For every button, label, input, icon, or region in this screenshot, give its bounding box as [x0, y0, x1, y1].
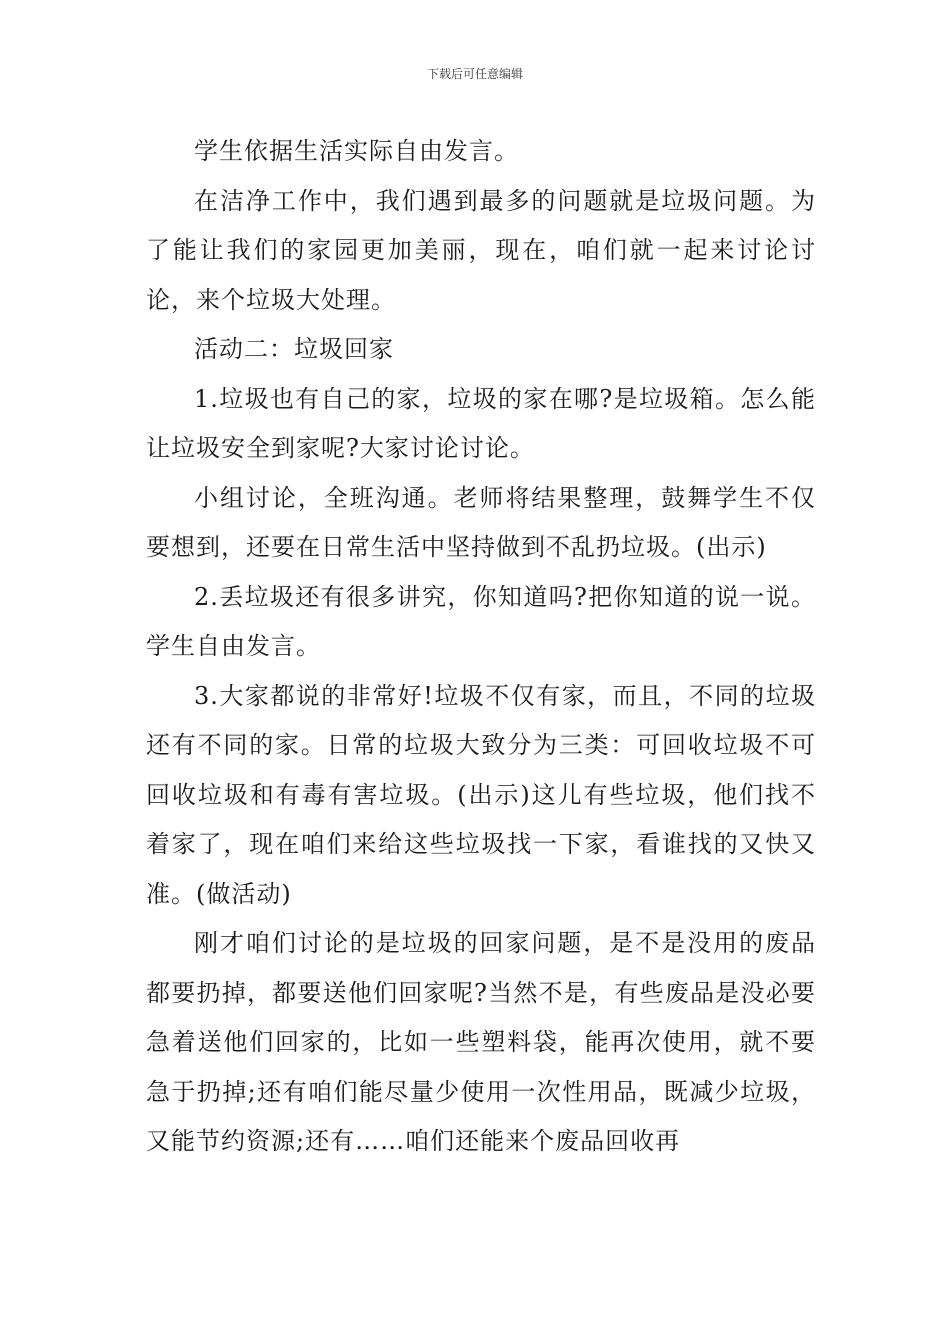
paragraph-2: 在洁净工作中，我们遇到最多的问题就是垃圾问题。为了能让我们的家园更加美丽，现在，咱们就一起来讨论讨论，来个垃圾大处理。 — [146, 186, 816, 314]
paragraph-1: 学生依据生活实际自由发言。 — [194, 137, 519, 165]
paragraph-item-1: 1.垃圾也有自己的家，垃圾的家在哪?是垃圾箱。怎么能让垃圾安全到家呢?大家讨论讨论。 — [146, 384, 816, 462]
document-body — [146, 127, 816, 1167]
paragraph-waste-reuse: 刚才咱们讨论的是垃圾的回家问题，是不是没用的废品都要扔掉，都要送他们回家呢?当然不是，有些废品是没必要急着送他们回家的，比如一些塑料袋，能再次使用，就不要急于扔掉;还有咱们能尽量少使用一次性用品，既减少垃圾，又能节约资源;还有……咱们还能来个废品回收再 — [146, 929, 816, 1155]
paragraph-group-discussion: 小组讨论，全班沟通。老师将结果整理，鼓舞学生不仅要想到，还要在日常生活中坚持做到不乱扔垃圾。(出示) — [146, 483, 816, 561]
paragraph-item-2: 2.丢垃圾还有很多讲究，你知道吗?把你知道的说一说。学生自由发言。 — [146, 582, 816, 660]
paragraph-item-3: 3.大家都说的非常好!垃圾不仅有家，而且，不同的垃圾还有不同的家。日常的垃圾大致分为三类：可回收垃圾不可回收垃圾和有毒有害垃圾。(出示)这儿有些垃圾，他们找不着家了，现在咱们来给这些垃圾找一下家，看谁找的又快又准。(做活动) — [146, 681, 816, 908]
section-heading-activity-2: 活动二：垃圾回家 — [194, 335, 394, 363]
page-header: 下载后可任意编辑 — [426, 67, 523, 81]
